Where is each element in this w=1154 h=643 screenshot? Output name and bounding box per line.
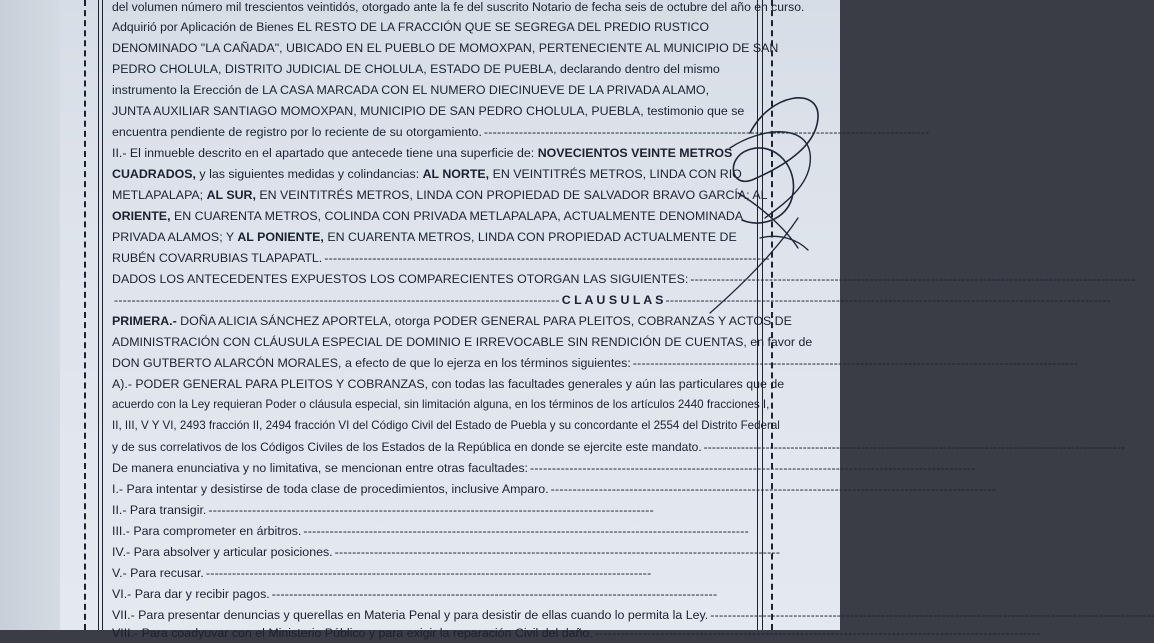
page-edge-shadow (0, 0, 60, 630)
dash-filler (530, 458, 974, 478)
left-dashed-margin-line (84, 0, 86, 630)
line-text: EN VEINTITRÉS METROS, LINDA CON RIO (489, 167, 742, 181)
line-text: DENOMINADO "LA CAÑADA", UBICADO EN EL PUEBLO DE MOMOXPAN, PERTENECIENTE AL MUNICIPIO DE SAN (112, 41, 779, 55)
text-line (112, 542, 750, 562)
line-text: instrumento la Erección de LA CASA MARCADA CON EL NUMERO DIECINUEVE DE LA PRIVADA ALAMO, (112, 83, 710, 97)
line-text: ADMINISTRACIÓN CON CLÁUSULA ESPECIAL DE DOMINIO E IRREVOCABLE SIN RENDICIÓN DE CUENTAS, en favor de (112, 335, 813, 349)
dash-filler (595, 623, 1039, 643)
line-text: encuentra pendiente de registro por lo reciente de su otorgamiento. (112, 125, 482, 139)
line-text: DOÑA ALICIA SÁNCHEZ APORTELA, otorga PODER GENERAL PARA PLEITOS, COBRANZAS Y ACTOS DE (176, 314, 792, 328)
text-line (112, 374, 784, 394)
dash-filler (335, 542, 779, 562)
line-text: II.- Para transigir. (112, 503, 207, 517)
text-line (112, 38, 778, 58)
text-line (112, 269, 750, 289)
line-text: II.- El inmueble descrito en el apartado que antecede tiene una superficie de: (112, 146, 538, 160)
text-line (112, 0, 804, 17)
text-line (112, 395, 769, 415)
line-text: EN CUARENTA METROS, LINDA CON PROPIEDAD ACTUALMENTE DE (323, 230, 737, 244)
line-text: Adquirió por Aplicación de Bienes EL RESTO DE LA FRACCIÓN QUE SE SEGREGA DEL PREDIO RUSTICO (112, 20, 709, 34)
text-line (112, 206, 743, 226)
line-text: DON GUTBERTO ALARCÓN MORALES, a efecto de que lo ejerza en los términos siguientes: (112, 356, 631, 370)
text-line (112, 584, 750, 604)
line-text: III.- Para comprometer en árbitros. (112, 524, 302, 538)
line-text: PRIVADA ALAMOS; Y (112, 230, 238, 244)
area-text: NOVECIENTOS VEINTE METROS (537, 146, 733, 160)
line-text: VI.- Para dar y recibir pagos. (112, 587, 270, 601)
clausulas-heading-line (112, 290, 750, 310)
line-text: DADOS LOS ANTECEDENTES EXPUESTOS LOS COMPARECIENTES OTORGAN LAS SIGUIENTES: (112, 272, 689, 286)
text-line (112, 101, 744, 121)
text-line (112, 437, 750, 457)
text-line (112, 563, 750, 583)
boundary-south-label: AL SUR, (206, 188, 256, 202)
text-line (112, 416, 780, 436)
dash-filler (272, 584, 750, 604)
line-text: VIII.- Para coadyuvar con el Ministerio Público y para exigir la reparación Civil del daño. (112, 626, 593, 640)
dash-filler (206, 563, 750, 583)
text-line (112, 59, 720, 79)
dash-filler (114, 290, 558, 310)
dash-filler (704, 437, 1124, 457)
text-line (112, 605, 750, 625)
line-text: acuerdo con la Ley requieran Poder o cláusula especial, sin limitación alguna, en los términos de los artículos 2440 fracciones I, (112, 398, 770, 411)
line-text: del volumen número mil trescientos veintidós, otorgado ante la fe del suscrito Notario de fecha seis de octubre del año en curso. (112, 0, 805, 14)
text-line (112, 521, 750, 541)
text-line (112, 17, 709, 37)
text-line (112, 185, 768, 205)
clausulas-heading: C L A U S U L A S (561, 293, 664, 307)
text-line (112, 122, 750, 142)
text-line (112, 332, 812, 352)
dash-filler (208, 500, 750, 520)
left-double-margin-line (98, 0, 103, 630)
text-line (112, 143, 732, 163)
line-text: y las siguientes medidas y colindancias: (195, 167, 423, 181)
dash-filler (710, 605, 1154, 625)
text-line (112, 227, 737, 247)
dash-filler (551, 479, 995, 499)
line-text: EN VEINTITRÉS METROS, LINDA CON PROPIEDAD DE SALVADOR BRAVO GARCÍA; AL (255, 188, 768, 202)
text-line (112, 458, 750, 478)
line-text: EN CUARENTA METROS, COLINDA CON PRIVADA METLAPALAPA, ACTUALMENTE DENOMINADA (170, 209, 744, 223)
line-text: De manera enunciativa y no limitativa, se mencionan entre otras facultades: (112, 461, 528, 475)
text-line (112, 80, 709, 100)
handwritten-signature (690, 88, 830, 318)
line-text: II, III, V Y VI, 2493 fracción II, 2494 fracción VI del Código Civil del Estado de Puebla y su concordante el 2554 del Distrito Federal (112, 419, 780, 432)
text-line (112, 353, 750, 373)
area-unit-text: CUADRADOS, (112, 167, 196, 181)
text-line (112, 623, 750, 643)
line-text: IV.- Para absolver y articular posiciones. (112, 545, 333, 559)
boundary-west-label: AL PONIENTE, (237, 230, 324, 244)
line-text: A).- PODER GENERAL PARA PLEITOS Y COBRANZAS, con todas las facultades generales y aún las particulares que de (112, 377, 785, 391)
text-line (112, 164, 742, 184)
line-text: RUBÉN COVARRUBIAS TLAPAPATL. (112, 251, 323, 265)
line-text: VII.- Para presentar denuncias y querellas en Materia Penal y para desistir de ellas cuando lo permita la Ley. (112, 608, 709, 622)
line-text: PEDRO CHOLULA, DISTRITO JUDICIAL DE CHOLULA, ESTADO DE PUEBLA, declarando dentro del mismo (112, 62, 720, 76)
boundary-north-label: AL NORTE, (422, 167, 490, 181)
text-line (112, 479, 750, 499)
line-text: JUNTA AUXILIAR SANTIAGO MOMOXPAN, MUNICIPIO DE SAN PEDRO CHOLULA, PUEBLA, testimonio que se (112, 104, 745, 118)
line-text: I.- Para intentar y desistirse de toda clase de procedimientos, inclusive Amparo. (112, 482, 549, 496)
text-line (112, 500, 750, 520)
line-text: METLAPALAPA; (112, 188, 207, 202)
clause-label-primera: PRIMERA.- (112, 314, 177, 328)
dash-filler (633, 353, 1077, 373)
line-text: V.- Para recusar. (112, 566, 204, 580)
text-line (112, 248, 750, 268)
boundary-east-label: ORIENTE, (112, 209, 171, 223)
line-text: y de sus correlativos de los Códigos Civiles de los Estados de la República en donde se ejercite este mandato. (112, 440, 702, 454)
dash-filler (303, 521, 750, 541)
